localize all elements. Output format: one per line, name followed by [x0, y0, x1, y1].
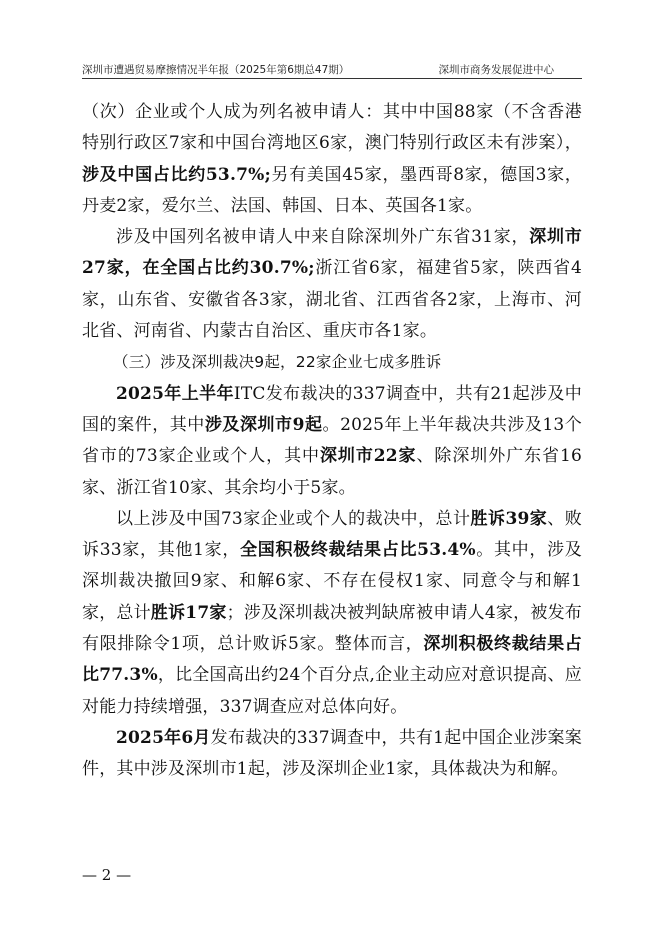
- emphasis-text: 深圳市22家: [319, 446, 417, 467]
- page-number: — 2 —: [82, 866, 132, 884]
- paragraph-text: 。2025年上半年裁决共涉及13个省市的73家企业或个人，其中: [82, 414, 582, 467]
- body-paragraph: [82, 504, 582, 723]
- body-paragraph: [82, 723, 582, 786]
- body-paragraph: [82, 379, 582, 504]
- header-report-title: 深圳市遭遇贸易摩擦情况半年报（2025年第6期总47期）: [82, 64, 350, 76]
- emphasis-text: 全国积极终裁结果占比53.4%: [240, 540, 476, 561]
- paragraph-text: ，比全国高出约24个百分点,企业主动应对意识提高、应对能力持续增强，337调查应对总体向好。: [82, 665, 582, 717]
- emphasis-text: 胜诉39家: [470, 508, 548, 529]
- body-paragraph: [82, 97, 582, 222]
- body-paragraph: [82, 222, 582, 347]
- emphasis-text: 深圳积极终裁结果占比77.3%: [82, 634, 582, 686]
- emphasis-text: 胜诉17家: [150, 602, 227, 623]
- paragraph-text: 发布裁决的337调查中，共有1起中国企业涉案案件，其中涉及深圳市1起，涉及深圳企业1家，具体裁决为和解。: [82, 727, 582, 780]
- emphasis-text: 2025年上半年: [116, 383, 234, 404]
- paragraph-text: ；涉及深圳裁决被判缺席被申请人4家，被发布有限排除令1项，总计败诉5家。整体而言，: [82, 602, 582, 655]
- paragraph-text: ITC发布裁决的337调查中，共有21起涉及中国的案件，其中: [82, 383, 582, 435]
- paragraph-text: 、除深圳外广东省16家、浙江省10家、其余均小于5家。: [82, 446, 582, 498]
- emphasis-text: 涉及深圳市9起: [204, 414, 323, 435]
- section-subheading: [82, 347, 582, 378]
- emphasis-text: 深圳市27家，在全国占比约30.7%;: [82, 227, 582, 279]
- paragraph-text: 涉及中国列名被申请人中来自除深圳外广东省31家，: [116, 227, 530, 248]
- emphasis-text: 涉及中国占比约53.7%;: [82, 164, 271, 185]
- document-body: [82, 97, 582, 786]
- paragraph-text: 以上涉及中国73家企业或个人的裁决中，总计: [116, 508, 471, 529]
- page-header: [82, 60, 582, 78]
- paragraph-text: 浙江省6家，福建省5家，陕西省4家，山东省、安徽省各3家，湖北省、江西省各2家，上海市、河北省、河南省、内蒙古自治区、重庆市各1家。: [82, 258, 582, 342]
- paragraph-text: （次）企业或个人成为列名被申请人：其中中国88家（不含香港特别行政区7家和中国台湾地区6家，澳门特别行政区未有涉案），: [82, 102, 582, 154]
- paragraph-text: 另有美国45家，墨西哥8家，德国3家，丹麦2家，爱尔兰、法国、韩国、日本、英国各1家。: [82, 164, 582, 216]
- paragraph-text: （三）涉及深圳裁决9起，22家企业七成多胜诉: [113, 353, 442, 372]
- header-divider: [82, 78, 582, 79]
- paragraph-text: 、败诉33家，其他1家，: [82, 508, 582, 561]
- emphasis-text: 2025年6月: [116, 727, 211, 748]
- header-organization: 深圳市商务发展促进中心: [438, 64, 554, 76]
- paragraph-text: 。其中，涉及深圳裁决撤回9家、和解6家、不存在侵权1家、同意令与和解1家，总计: [82, 540, 583, 623]
